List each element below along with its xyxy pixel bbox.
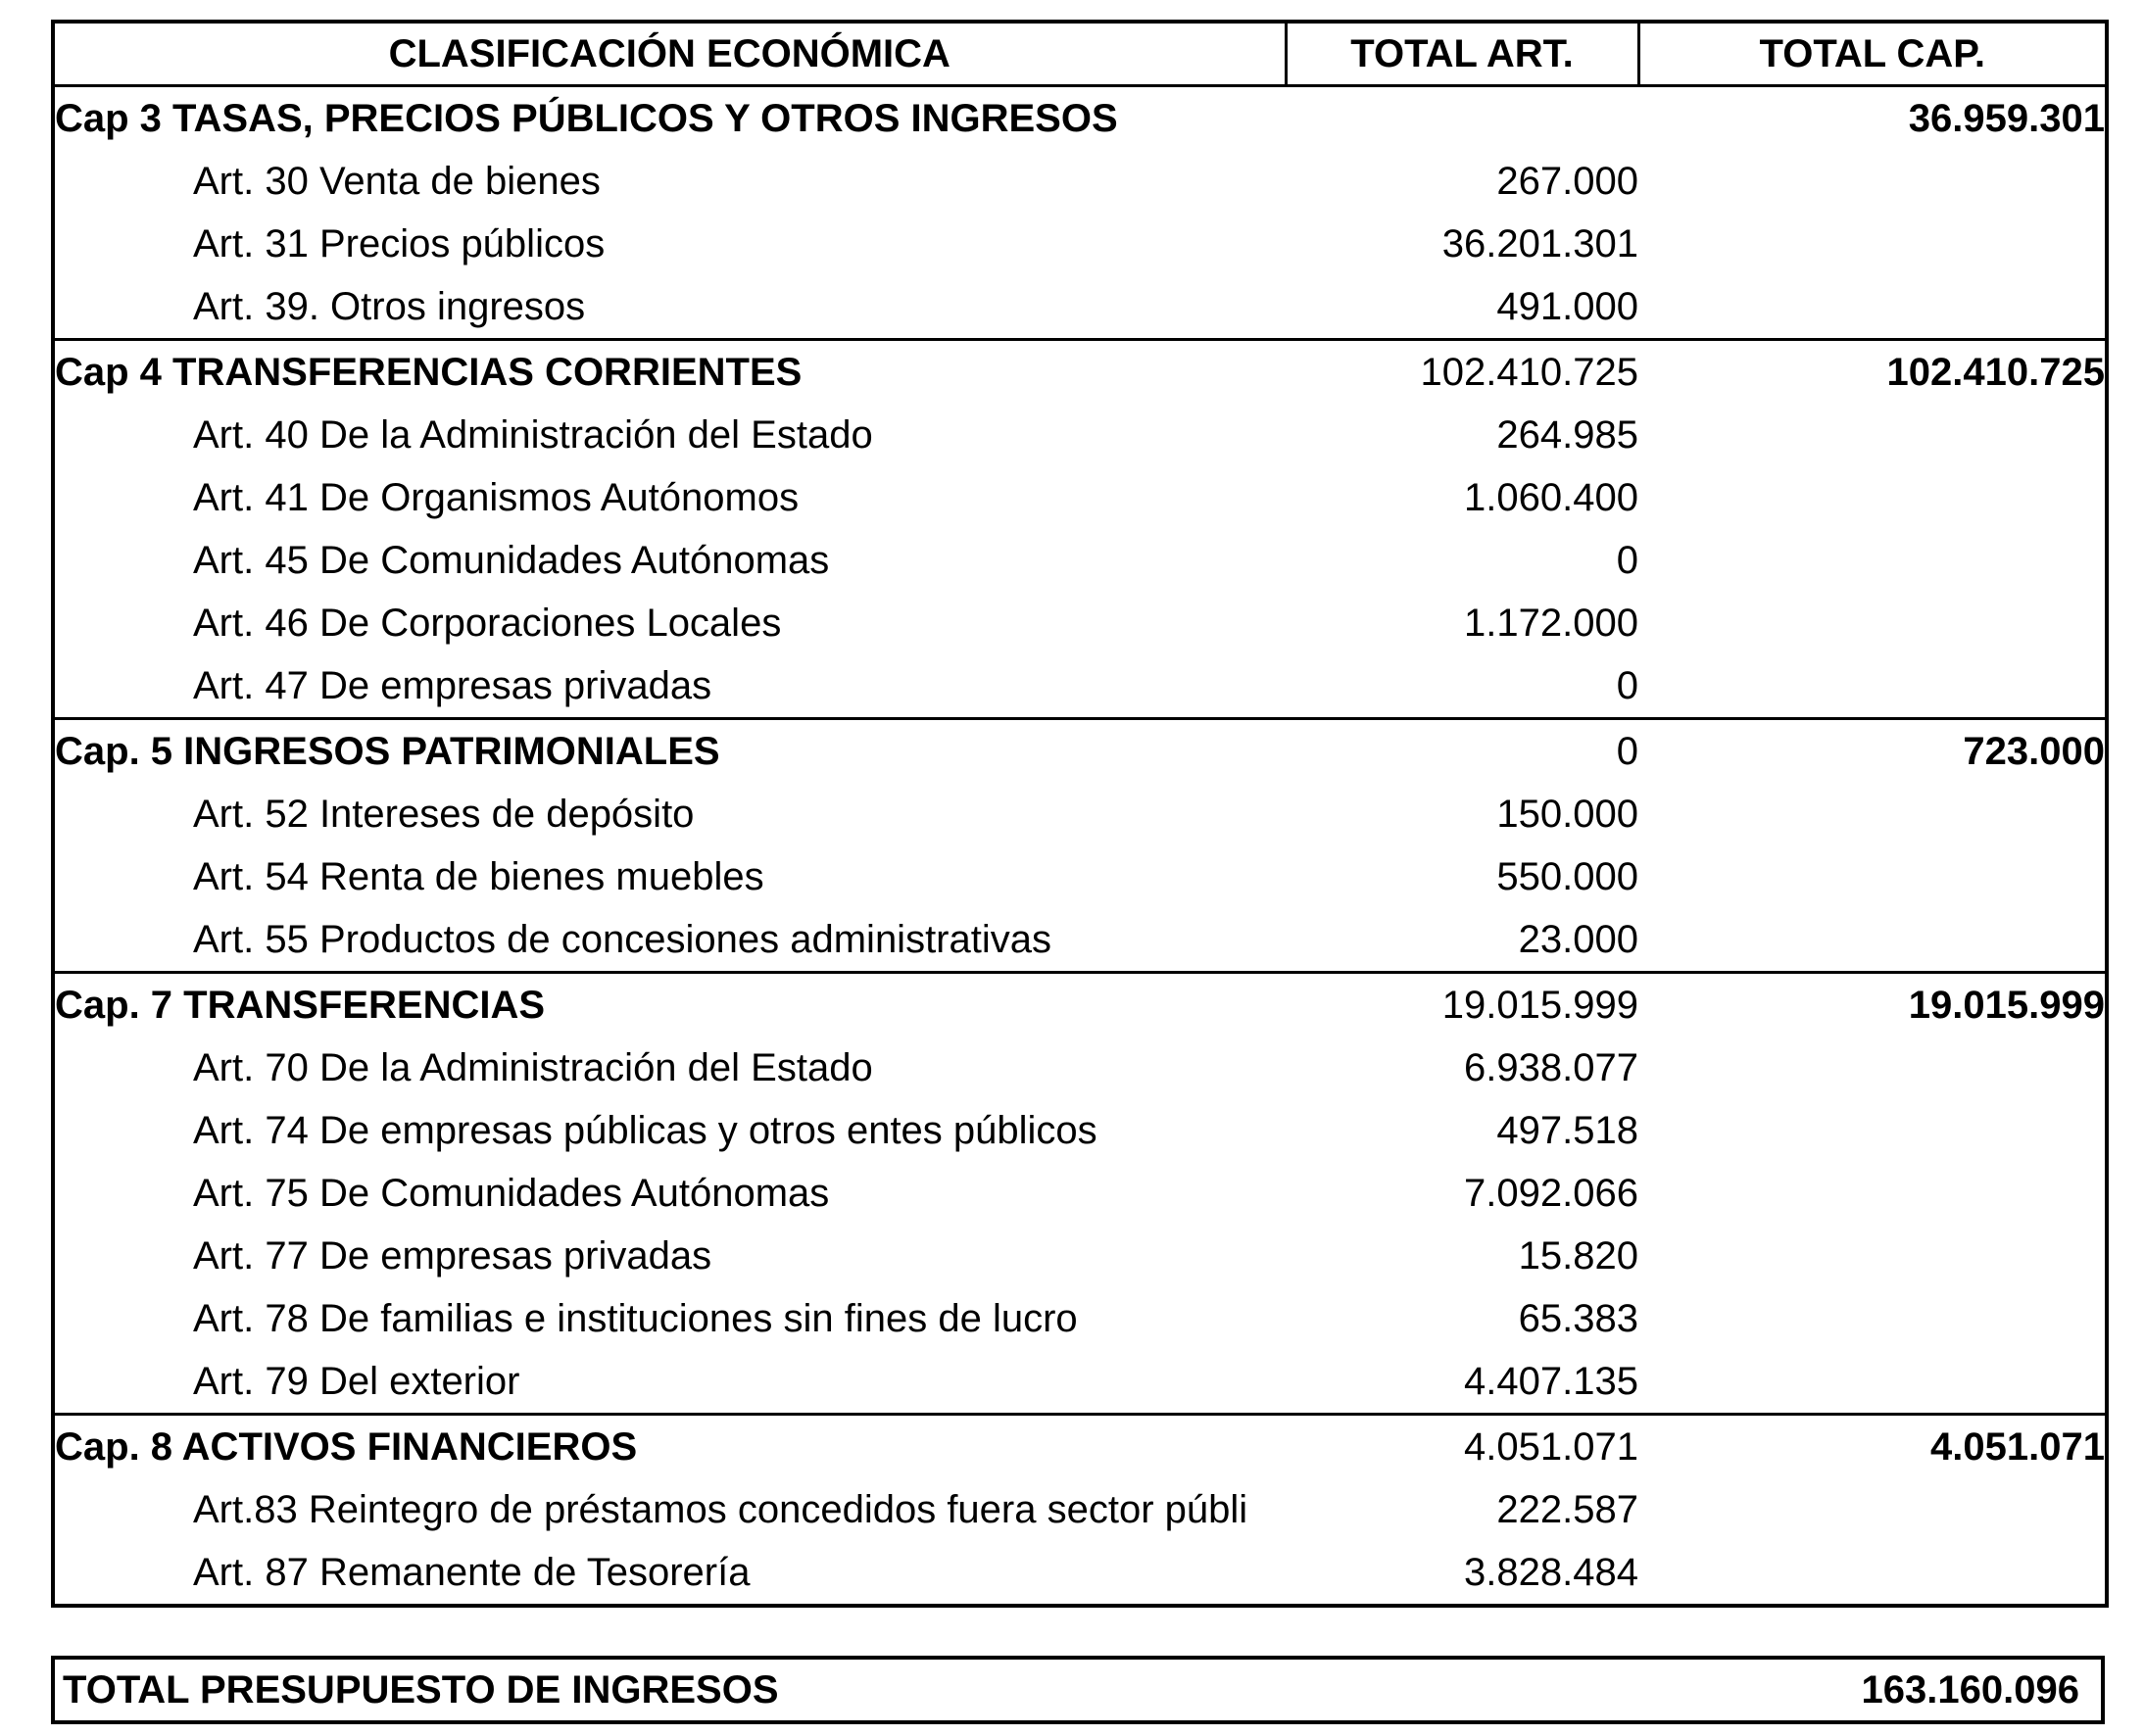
chapter-label: Cap. 5 INGRESOS PATRIMONIALES bbox=[53, 719, 1286, 784]
article-label: Art. 41 De Organismos Autónomos bbox=[193, 476, 800, 519]
article-row bbox=[53, 1162, 2107, 1225]
chapter-row bbox=[53, 86, 2107, 151]
chapter-total-cap: 102.410.725 bbox=[1638, 340, 2107, 405]
article-row bbox=[53, 275, 2107, 340]
chapter-row bbox=[53, 973, 2107, 1037]
article-label: Art. 45 De Comunidades Autónomas bbox=[193, 539, 830, 582]
article-row bbox=[53, 592, 2107, 654]
header-classification: CLASIFICACIÓN ECONÓMICA bbox=[53, 22, 1286, 86]
grand-total-row bbox=[53, 1658, 2103, 1722]
header-total-cap: TOTAL CAP. bbox=[1638, 22, 2107, 86]
article-value: 264.985 bbox=[1496, 413, 1638, 457]
article-row bbox=[53, 1037, 2107, 1099]
article-label: Art. 54 Renta de bienes muebles bbox=[193, 855, 764, 898]
article-row bbox=[53, 1287, 2107, 1350]
chapter-total-art bbox=[1286, 86, 1638, 151]
article-value: 1.060.400 bbox=[1464, 476, 1638, 519]
article-row bbox=[53, 908, 2107, 973]
article-label: Art. 75 De Comunidades Autónomas bbox=[193, 1172, 830, 1215]
article-label: Art. 79 Del exterior bbox=[193, 1360, 520, 1403]
article-value: 150.000 bbox=[1496, 793, 1638, 836]
article-row bbox=[53, 466, 2107, 529]
grand-total-box bbox=[51, 1656, 2105, 1724]
chapter-total-cap: 36.959.301 bbox=[1908, 97, 2105, 140]
article-row bbox=[53, 150, 2107, 213]
article-label: Art. 47 De empresas privadas bbox=[193, 664, 712, 707]
article-label: Art. 52 Intereses de depósito bbox=[193, 793, 695, 836]
article-label: Art. 40 De la Administración del Estado bbox=[193, 413, 873, 457]
article-label: Art. 30 Venta de bienes bbox=[193, 160, 601, 203]
chapter-total-art: 0 bbox=[1286, 719, 1638, 784]
article-row bbox=[53, 1225, 2107, 1287]
article-value: 497.518 bbox=[1496, 1109, 1638, 1152]
income-budget-table bbox=[51, 20, 2109, 1608]
chapter-total-cap: 4.051.071 bbox=[1638, 1415, 2107, 1479]
article-label: Art. 77 De empresas privadas bbox=[193, 1234, 712, 1278]
chapter-total-art: 19.015.999 bbox=[1286, 973, 1638, 1037]
article-value: 15.820 bbox=[1518, 1234, 1638, 1278]
article-value: 222.587 bbox=[1496, 1488, 1638, 1531]
article-label: Art. 55 Productos de concesiones administrativas bbox=[193, 918, 1051, 961]
article-row bbox=[53, 1541, 2107, 1606]
article-value: 6.938.077 bbox=[1464, 1046, 1638, 1089]
budget-sheet bbox=[51, 20, 2105, 1712]
chapter-label: Cap. 8 ACTIVOS FINANCIEROS bbox=[53, 1415, 1286, 1479]
article-row bbox=[53, 529, 2107, 592]
chapter-label: Cap. 7 TRANSFERENCIAS bbox=[53, 973, 1286, 1037]
article-row bbox=[53, 845, 2107, 908]
article-value: 36.201.301 bbox=[1441, 222, 1638, 265]
chapter-label: Cap 4 TRANSFERENCIAS CORRIENTES bbox=[53, 340, 1286, 405]
article-value: 7.092.066 bbox=[1464, 1172, 1638, 1215]
article-label: Art. 74 De empresas públicas y otros entes públicos bbox=[193, 1109, 1097, 1152]
article-value: 4.407.135 bbox=[1464, 1360, 1638, 1403]
article-row bbox=[53, 213, 2107, 275]
article-value: 0 bbox=[1616, 664, 1638, 707]
article-value: 23.000 bbox=[1518, 918, 1638, 961]
grand-total-value: 163.160.096 bbox=[1861, 1668, 2079, 1712]
article-row bbox=[53, 783, 2107, 845]
table-header-row bbox=[53, 22, 2107, 86]
header-total-art: TOTAL ART. bbox=[1286, 22, 1638, 86]
chapter-row bbox=[53, 719, 2107, 784]
article-row bbox=[53, 1350, 2107, 1415]
article-value: 3.828.484 bbox=[1464, 1551, 1638, 1594]
chapter-label: Cap 3 TASAS, PRECIOS PÚBLICOS Y OTROS INGRESOS bbox=[55, 97, 1118, 140]
article-label: Art. 31 Precios públicos bbox=[193, 222, 606, 265]
article-value: 550.000 bbox=[1496, 855, 1638, 898]
article-row bbox=[53, 654, 2107, 719]
article-row bbox=[53, 1478, 2107, 1541]
article-value: 267.000 bbox=[1496, 160, 1638, 203]
article-value: 65.383 bbox=[1518, 1297, 1638, 1340]
article-label: Art. 87 Remanente de Tesorería bbox=[193, 1551, 751, 1594]
article-label: Art. 70 De la Administración del Estado bbox=[193, 1046, 873, 1089]
chapter-total-cap: 19.015.999 bbox=[1638, 973, 2107, 1037]
grand-total-label: TOTAL PRESUPUESTO DE INGRESOS bbox=[63, 1668, 779, 1712]
table-body bbox=[53, 86, 2107, 1607]
article-row bbox=[53, 1099, 2107, 1162]
chapter-total-cap: 723.000 bbox=[1638, 719, 2107, 784]
article-label: Art. 39. Otros ingresos bbox=[193, 285, 586, 328]
article-label: Art. 78 De familias e instituciones sin fines de lucro bbox=[193, 1297, 1078, 1340]
article-label: Art. 46 De Corporaciones Locales bbox=[193, 602, 782, 645]
chapter-total-art: 4.051.071 bbox=[1286, 1415, 1638, 1479]
article-value: 491.000 bbox=[1496, 285, 1638, 328]
article-row bbox=[53, 404, 2107, 466]
article-value: 1.172.000 bbox=[1464, 602, 1638, 645]
article-value: 0 bbox=[1616, 539, 1638, 582]
chapter-total-art: 102.410.725 bbox=[1286, 340, 1638, 405]
chapter-row bbox=[53, 340, 2107, 405]
chapter-row bbox=[53, 1415, 2107, 1479]
article-label: Art.83 Reintegro de préstamos concedidos fuera sector públi bbox=[193, 1488, 1248, 1531]
